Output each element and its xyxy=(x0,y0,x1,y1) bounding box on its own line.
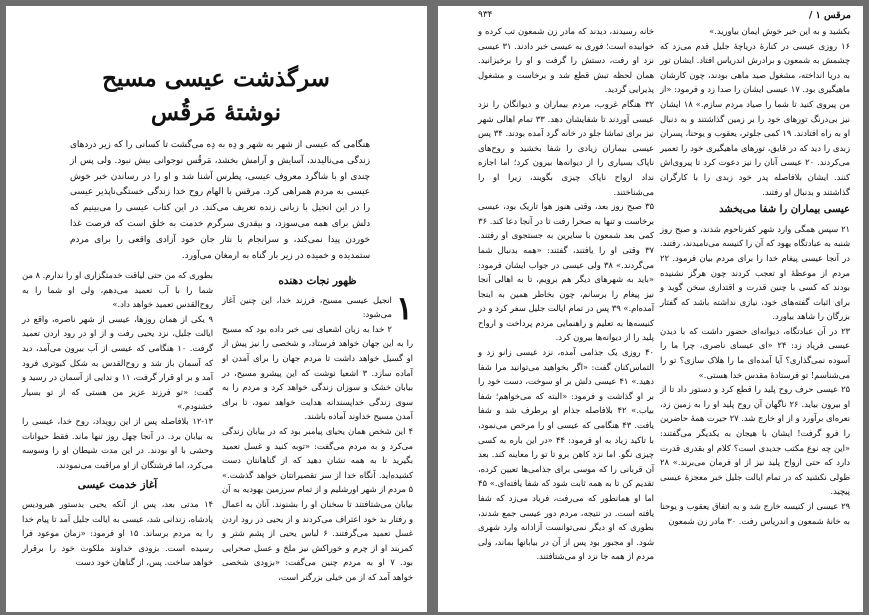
paragraph: ۲۹ عیسی از کنیسه خارج شد و به اتفاق یعقوب و یوحنا به خانهٔ شمعون و اندریاس رفت. ۳۰ مادر زن شمعون xyxy=(660,501,850,526)
paragraph: ۳۵ صبح روز بعد، وقتی هنوز هوا تاریک بود، عیسی برخاست و تنها به صحرا رفت تا در آنجا دعا کند. ۳۶ کمی بعد شمعون با سایرین به جستجوی او رفتند. ۳۷ وقتی او را یافتند، گفتند: «همه بدنبال شما می‌گردند.» ۳۸ ولی عیسی در جواب ایشان فرمود: «باید به شهرهای دیگر هم برویم، تا به اهالی آنجا نیز پیغام را برسانم، چون بخاطر همین به اینجا آمده‌ام.» ۳۹ پس در تمام ایالت جلیل سفر کرد و در کنیسه‌ها به تعلیم و راهنمایی مردم پرداخت و ارواح پلید را از دیوانه‌ها بیرون کرد. xyxy=(478,201,655,343)
right-page xyxy=(438,6,863,612)
paragraph: ۲۵ عیسی حرف روح پلید را قطع کرد و دستور داد تا از او بیرون بیاید. ۲۶ ناگهان آن روح پلید او را به زمین زد، نعره‌ای برآورد و از او خارج شد. ۲۷ حیرت همهٔ حاضرین را فرو گرفت! ایشان با هیجان به یکدیگر می‌گفتند: «این چه نوع مکتب جدیدی است؟ کلام او بقدری قدرت دارد که حتی ارواح پلید نیز از او فرمان می‌برند.» ۲۸ طولی نکشید که در تمام ایالت جلیل خبر معجزهٔ عیسی پیچید. xyxy=(660,384,851,497)
paragraph: ۴ این شخص همان یحیای پیامبر بود که در بیابان زندگی می‌کرد و به مردم می‌گفت: «توبه کنید و غسل تعمید بگیرید تا به همه نشان دهید که از گناهانتان دست کشیده‌اید. آنگاه خدا از سر تقصیراتتان خواهد گذشت.» ۵ مردم از شهر اورشلیم و از تمام سرزمین یهودیه به آن بیابان می‌شتافتند تا سخنان او را بشنوند. آنان به اعمال و رفتار بد خود اعتراف می‌کردند و از یحیی در رود اردن غسل تعمید می‌گرفتند. ۶ لباس یحیی از پشم شتر و کمربند او از چرم و خوراکش نیز ملخ و عسل صحرایی بود. ۷ او به مردم چنین می‌گفت: «بزودی شخصی خواهد آمد که از من خیلی بزرگتر است، xyxy=(222,425,413,582)
right-page-left-column xyxy=(478,24,654,564)
paragraph: بکشید و به این خبر خوش ایمان بیاورید.» xyxy=(709,26,850,36)
paragraph: ۲۱ سپس همگی وارد شهر کفرناحوم شدند، و صبح روز شنبه به عبادتگاه یهود که آن را کنیسه می‌نامیدند، رفتند. در آنجا عیسی پیغام خدا را برای مردم بیان فرمود. ۲۲ مردم از موعظهٔ او تعجب کردند چون هرگز نشنیده بودند که کسی با چنین قدرت و اقتداری سخن گوید و برای اثبات گفته‌های خود، نیازی نداشته باشد که گفتار بزرگان را شاهد بیاورد. xyxy=(660,223,850,322)
right-page-right-column xyxy=(660,24,850,528)
paragraph: ۴۰ روزی یک جذامی آمده، نزد عیسی زانو زد و التماس‌کنان گفت: «اگر بخواهید می‌توانید مرا شفا دهید.» ۴۱ عیسی دلش بر او سوخت، دست خود را بر او گذاشت و فرمود: «البته که می‌خواهم؛ شفا بیاب.» ۴۲ بلافاصله جذام او برطرف شد و شفا یافت. ۴۳ هنگامی که عیسی او را مرخص می‌نمود، با تاکید زیاد به او فرمود: ۴۴ «در این باره به کسی چیزی نگو. اما نزد کاهن برو تا تو را معاینه کند. بعد آن قربانی را که موسی برای جذامی‌ها تعیین کرده، تقدیم کن تا به همه ثابت شود که شفا یافته‌ای.» ۴۵ اما او همانطور که می‌رفت، فریاد می‌زد که شفا یافته است. در نتیجه، مردم دور عیسی جمع شدند، بطوری که او دیگر نمی‌توانست آزادانه وارد شهری شود. او مجبور بود پس از آن در بیابانها بماند، ولی مردم از همه جا نزد او می‌شتافتند. xyxy=(478,347,654,562)
paragraph: بطوری که من حتی لیاقت خدمتگزاری او را ندارم. ۸ من شما را با آب تعمید می‌دهم، ولی او شما را به روح‌القدس تعمید خواهد داد.» xyxy=(22,270,213,310)
page-number: ۹۳۴ xyxy=(478,10,493,20)
paragraph: انجیل عیسی مسیح، فرزند خدا، این چنین آغاز می‌شود: xyxy=(222,294,392,320)
left-page-left-column xyxy=(22,268,213,570)
paragraph: ۱۶ روزی عیسی در کنارهٔ دریاچهٔ جلیل قدم می‌زد که چشمش به شمعون و برادرش اندریاس افتاد. ایشان تور به دریا انداخته، مشغول صید ماهی بودند، چون کارشان ماهیگیری بود. ۱۷ عیسی ایشان را صدا زد و فرمود: «از من پیروی کنید تا شما را صیاد مردم سازم.» ۱۸ ایشان نیز بی‌درنگ تورهای خود را بر زمین گذاشتند و به دنبال او به راه افتادند. ۱۹ کمی جلوتر، یعقوب و یوحنا، پسران زبدی را دید که در قایق، تورهای ماهیگیری خود را تعمیر می‌کردند. ۲۰ عیسی آنان را نیز دعوت کرد تا پیروی‌اش کنند. ایشان بلافاصله پدر خود زبدی را با کارگران گذاشتند و بدنبال او رفتند. xyxy=(660,40,851,197)
running-head: مرقس ۱ / xyxy=(808,10,851,21)
paragraph: ۱۲-۱۳ بلافاصله پس از این رویداد، روح خدا، عیسی را به بیابان برد. در آنجا چهل روز تنها ماند. فقط حیوانات وحشی با او بودند. در این مدت شیطان او را وسوسه می‌کرد، اما فرشتگان از او مراقبت می‌نمودند. xyxy=(22,415,213,470)
book-title: سرگذشت عیسی مسیح xyxy=(102,65,330,92)
paragraph: ۲ خدا به زبان اشعیای نبی خبر داده بود که مسیح را به این جهان خواهد فرستاد، و شخصی را نیز پیش از او گسیل خواهد داشت تا مردم جهان را برای آمدن او آماده سازد. ۳ اشعیا نوشت که این پیشرو مسیح، در بیابان خشک و سوزان زندگی خواهد کرد و مردم را به سوی زندگی خداپسندانه هدایت خواهد نمود، تا برای آمدن مسیح خداوند آماده باشند. xyxy=(222,323,413,422)
intro-paragraph: هنگامی که عیسی از شهر به شهر و دِه به دِه می‌گشت تا کسانی را که زیر دردهای زندگی می‌نالیدند، آسایش و آرامش بخشد، مَرقُس نوجوانی بیش نبود. ولی پس از چندی او با شاگرد معروف عیسی، پطرس آشنا شد و او را در رساندن خبر خوش عیسی به مردم همراهی کرد. مرقس با الهام روح خدا زندگی‌ خستگی‌ناپذیر عیسی را در این انجیل با زبانی زنده تعریف می‌کند. در این کتاب عیسی را می‌بینیم که دلش برای همه می‌سوزد، و بیقدری سرگرم خدمت به خلق است که فرصت غذا خوردن پیدا نمی‌کند، و سرانجام با نثار جان خود آزادی واقعی را برای مردم ستمدیده و خمیده در زیر بار گناه به ارمغان می‌آورد. xyxy=(70,140,370,261)
left-page-right-column xyxy=(222,268,413,584)
book-subtitle: نوشتهٔ مَرقُس xyxy=(150,99,282,126)
chapter-number: ۱ xyxy=(395,288,413,327)
section-heading: عیسی بیماران را شفا می‌بخشد xyxy=(719,204,850,216)
paragraph: ۹ یکی از همان روزها، عیسی از شهر ناصره، واقع در ایالت جلیل، نزد یحیی رفت و از او در رود اردن تعمید گرفت. ۱۰ هنگامی که عیسی از آب بیرون می‌آمد، دید که آسمان باز شد و روح‌القدس به شکل کبوتری فرود آمد و بر او قرار گرفت، ۱۱ و ندایی از آسمان در رسید و گفت: «تو فرزند عزیز من هستی که از تو بسیار خشنودم.» xyxy=(22,313,213,412)
paragraph: ۱۴ مدتی بعد، پس از آنکه یحیی بدستور هیرودیس پادشاه، زندانی شد، عیسی به ایالت جلیل آمد تا پیام خدا را به مردم برساند. ۱۵ او فرمود: «زمان موعود فرا رسیده است. بزودی خداوند ملکوت خود را برقرار خواهد ساخت. پس، از گناهان خود دست xyxy=(22,498,213,568)
paragraph: ۳۲ هنگام غروب، مردم بیماران و دیوانگان را نزد عیسی آوردند تا شفایشان دهد. ۳۳ تمام اهالی شهر نیز برای تماشا جلو در خانه گرد آمده بودند. ۳۴ پس عیسی بیماران زیادی را شفا بخشید و روح‌های ناپاک بسیاری را از دیوانه‌ها بیرون کرد؛ اما اجازه نداد ارواح ناپاک چیزی بگویند، زیرا او را می‌شناختند. xyxy=(478,98,654,197)
left-page xyxy=(6,6,427,612)
section-heading: آغاز خدمت عیسی xyxy=(77,479,158,492)
paragraph: ۲۳ در آن عبادتگاه، دیوانه‌ای حضور داشت که با دیدن عیسی فریاد زد: ۲۴ «ای عیسای ناصری، چرا ما را آسوده نمی‌گذاری؟ آیا آمده‌ای ما را هلاک سازی؟ تو را می‌شناسم! تو فرستادهٔ مقدس خدا هستی.» xyxy=(660,325,850,380)
paragraph: خانه رسیدند، دیدند که مادر زن شمعون تب کرده و خوابیده است؛ فوری به عیسی خبر دادند. ۳۱ عیسی نزد او رفت، دستش را گرفت و او را برخیزانید. همان لحظه تبش قطع شد و برخاست و مشغول پذیرایی گردید. xyxy=(478,26,654,95)
section-heading: ظهور نجات دهنده xyxy=(278,275,357,287)
